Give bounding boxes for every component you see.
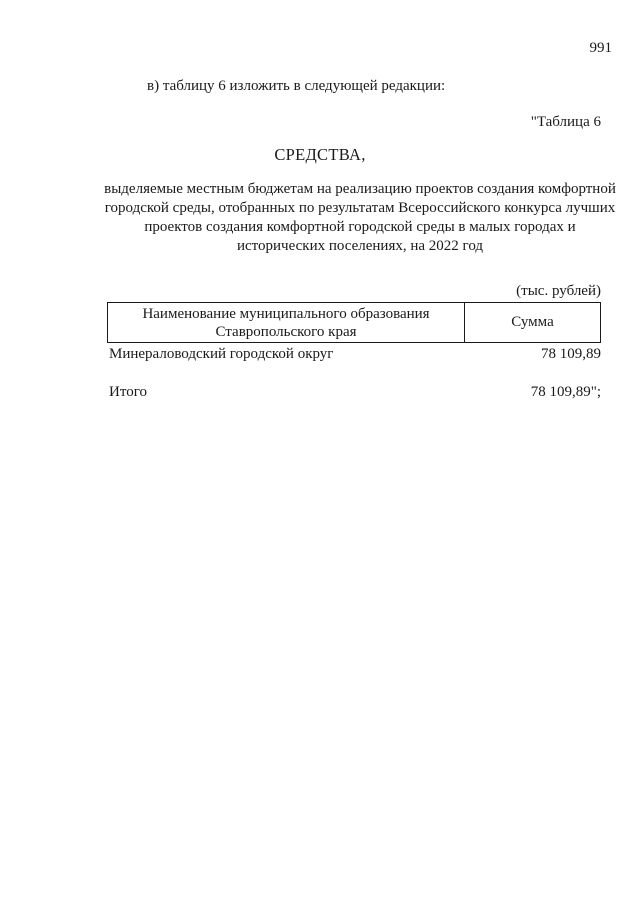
header-name-cell: Наименование муниципального образования Ставропольского края (108, 303, 465, 342)
total-label: Итого (109, 384, 147, 400)
units-label: (тыс. рублей) (516, 283, 601, 299)
document-subtitle: выделяемые местным бюджетам на реализацию проектов создания комфортной городской среды, отобранных по результатам Всероссийского конкурса лучших проектов создания комфортной городской среды в малых городах и исторических поселениях, на 2022 год (104, 181, 616, 254)
table-header-row (107, 302, 601, 343)
page-number: 991 (589, 40, 612, 56)
document-title: СРЕДСТВА, (274, 145, 366, 164)
table-caption: "Таблица 6 (530, 114, 601, 130)
header-sum-cell: Сумма (511, 314, 554, 330)
total-value: 78 109,89"; (530, 384, 601, 400)
row-municipality-name: Минераловодский городской округ (109, 346, 334, 362)
instruction-text: в) таблицу 6 изложить в следующей редакции: (147, 78, 446, 94)
row-municipality-value: 78 109,89 (541, 346, 601, 362)
